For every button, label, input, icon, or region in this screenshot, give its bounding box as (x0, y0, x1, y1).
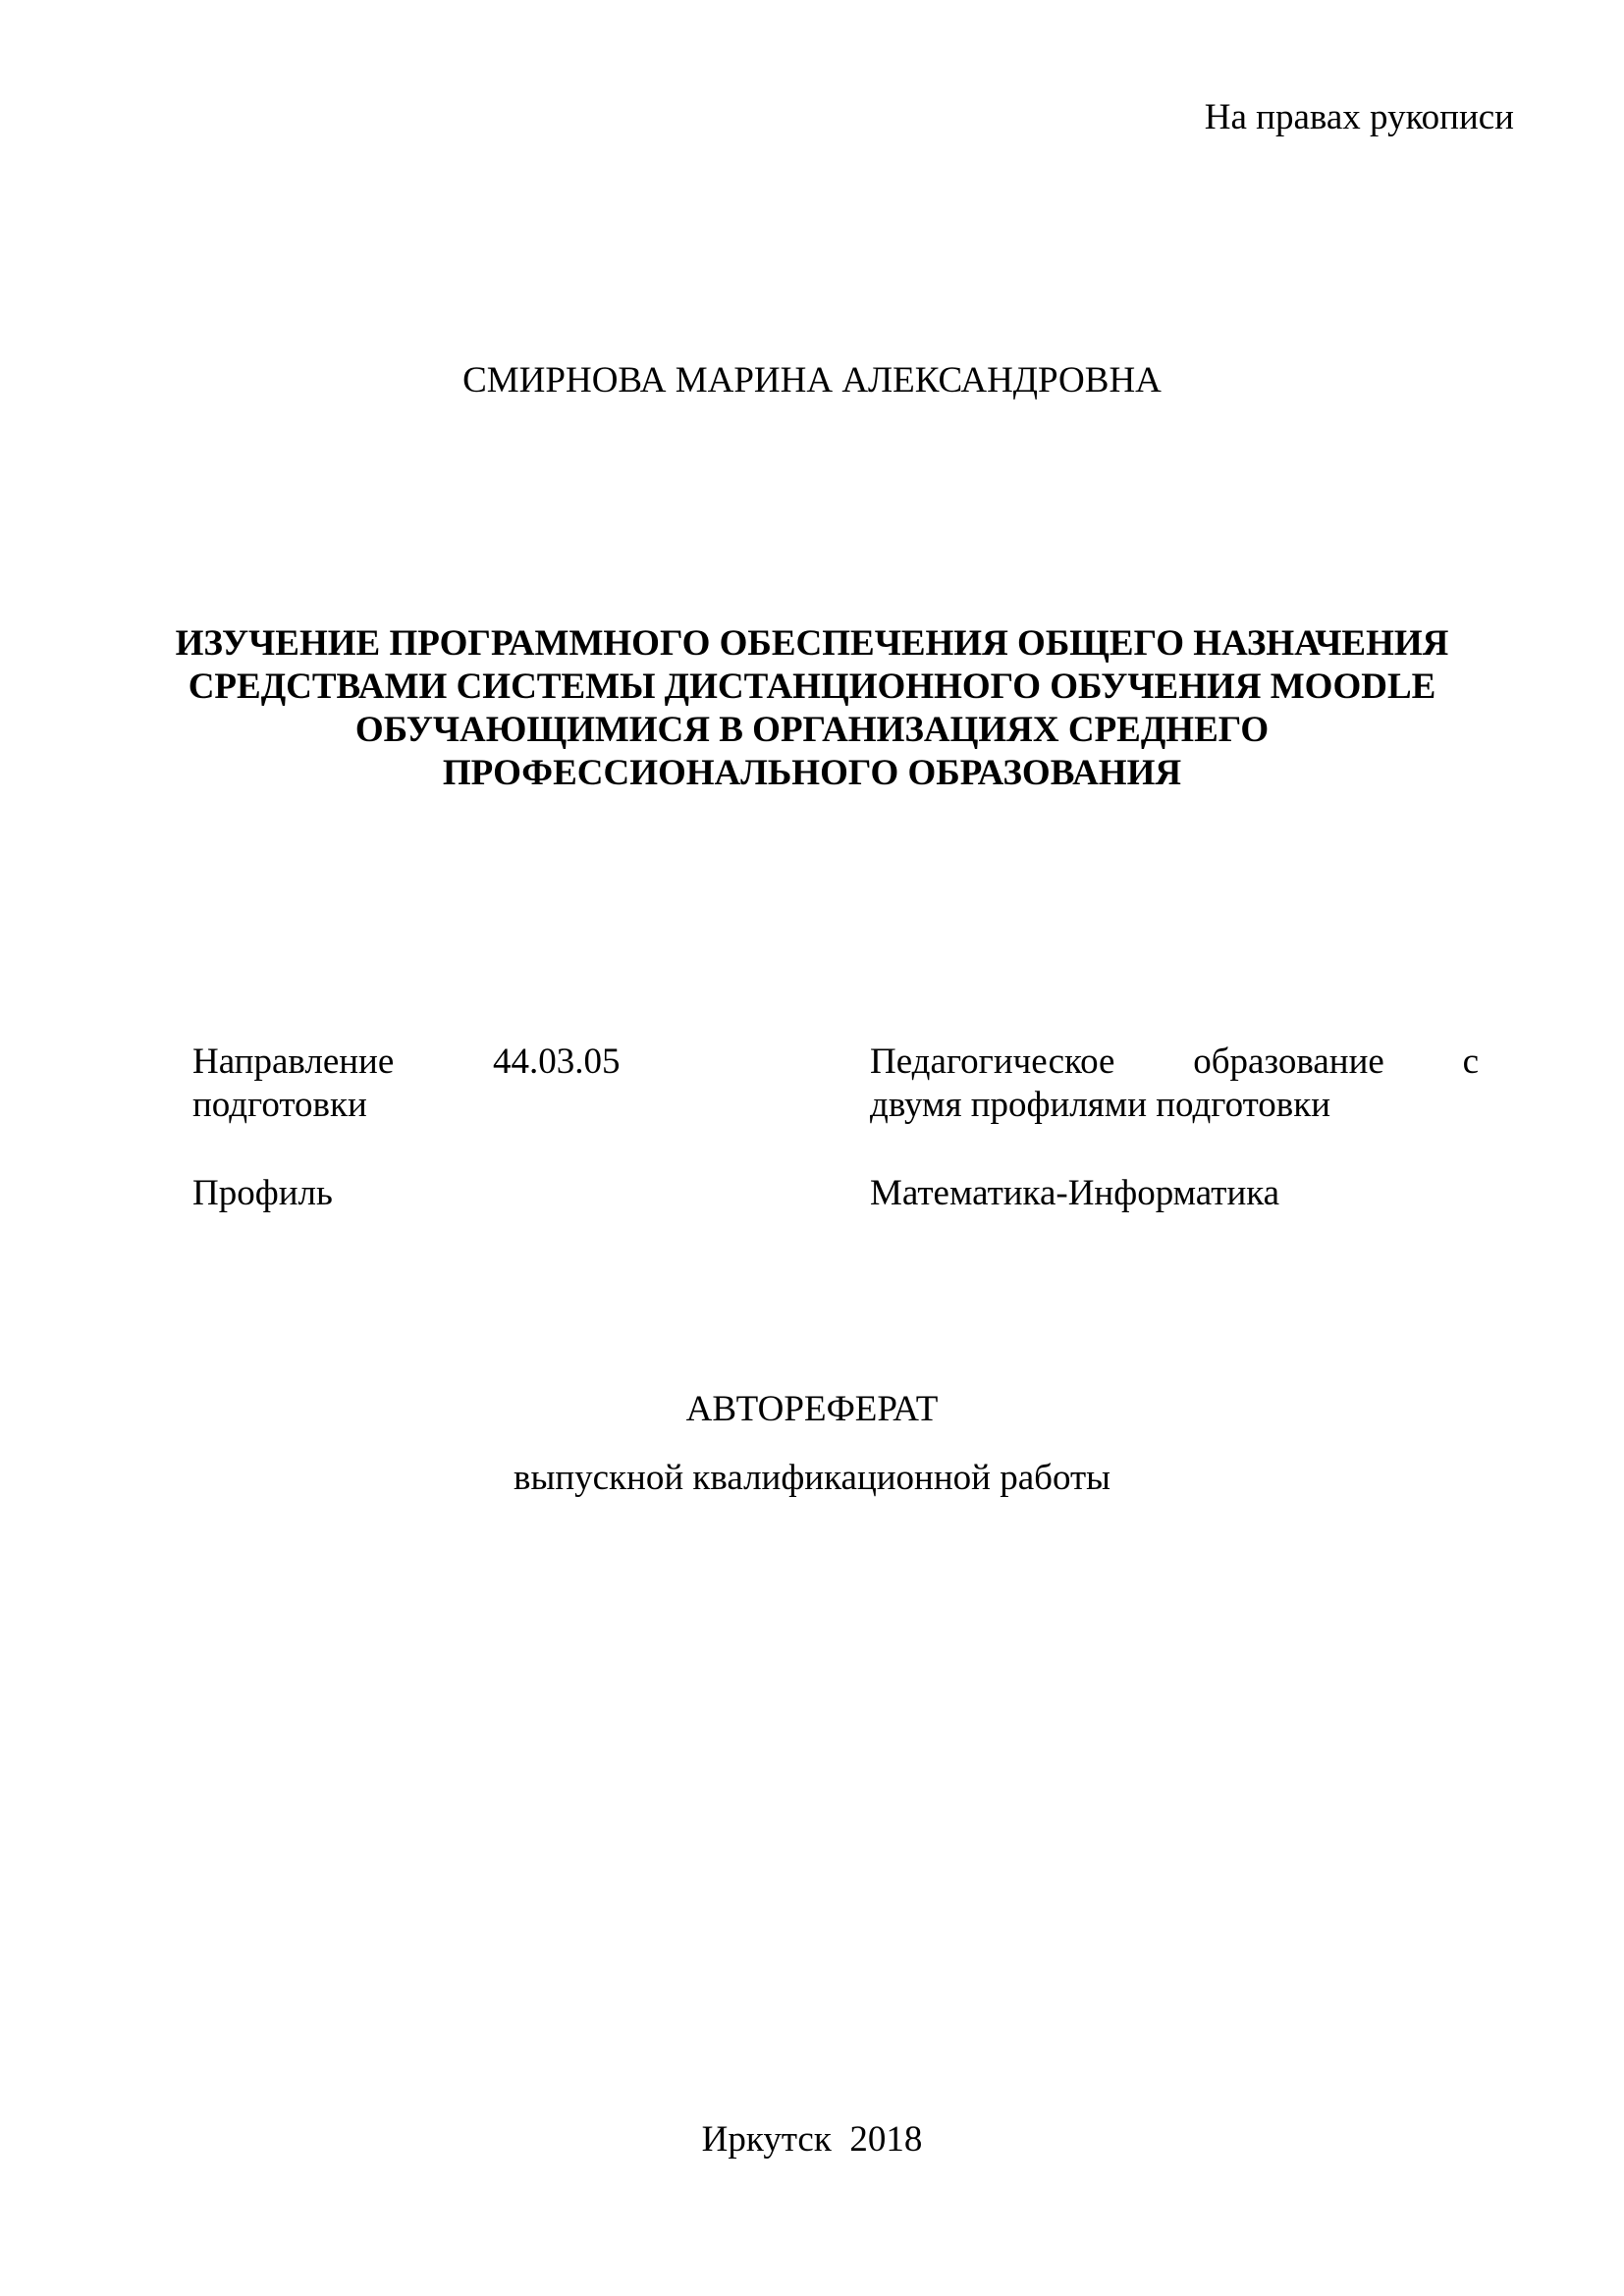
document-subtitle: выпускной квалификационной работы (513, 1458, 1110, 1498)
direction-label-line: Направление (192, 1041, 395, 1082)
direction-value-word: образование (1193, 1041, 1384, 1082)
thesis-title-line: ПРОФЕССИОНАЛЬНОГО ОБРАЗОВАНИЯ (442, 753, 1182, 793)
direction-value-word: с (1462, 1041, 1479, 1082)
direction-code: 44.03.05 (493, 1041, 621, 1082)
year: 2018 (849, 2119, 923, 2160)
profile-value: Математика-Информатика (870, 1173, 1280, 1213)
author-name: СМИРНОВА МАРИНА АЛЕКСАНДРОВНА (462, 360, 1162, 400)
direction-value-line (870, 1041, 1479, 1084)
city: Иркутск (701, 2119, 832, 2160)
profile-label: Профиль (192, 1173, 333, 1213)
thesis-title (98, 622, 1526, 795)
direction-label (192, 1041, 428, 1127)
thesis-title-line: ОБУЧАЮЩИМИСЯ В ОРГАНИЗАЦИЯХ СРЕДНЕГО (354, 710, 1270, 750)
direction-value-line: двумя профилями подготовки (870, 1085, 1331, 1125)
direction-label-line: подготовки (192, 1085, 367, 1125)
direction-row (192, 1041, 1479, 1139)
thesis-title-line: ИЗУЧЕНИЕ ПРОГРАММНОГО ОБЕСПЕЧЕНИЯ ОБЩЕГО НАЗНАЧЕНИЯ (175, 623, 1449, 664)
manuscript-rights-note: На правах рукописи (1204, 97, 1514, 137)
document-type: АВТОРЕФЕРАТ (685, 1389, 939, 1429)
place-and-year (0, 2118, 1624, 2162)
thesis-title-line: СРЕДСТВАМИ СИСТЕМЫ ДИСТАНЦИОННОГО ОБУЧЕНИЯ MOODLE (188, 667, 1436, 707)
direction-value-word: Педагогическое (870, 1041, 1115, 1082)
direction-value (870, 1041, 1479, 1127)
profile-row (192, 1172, 1479, 1221)
